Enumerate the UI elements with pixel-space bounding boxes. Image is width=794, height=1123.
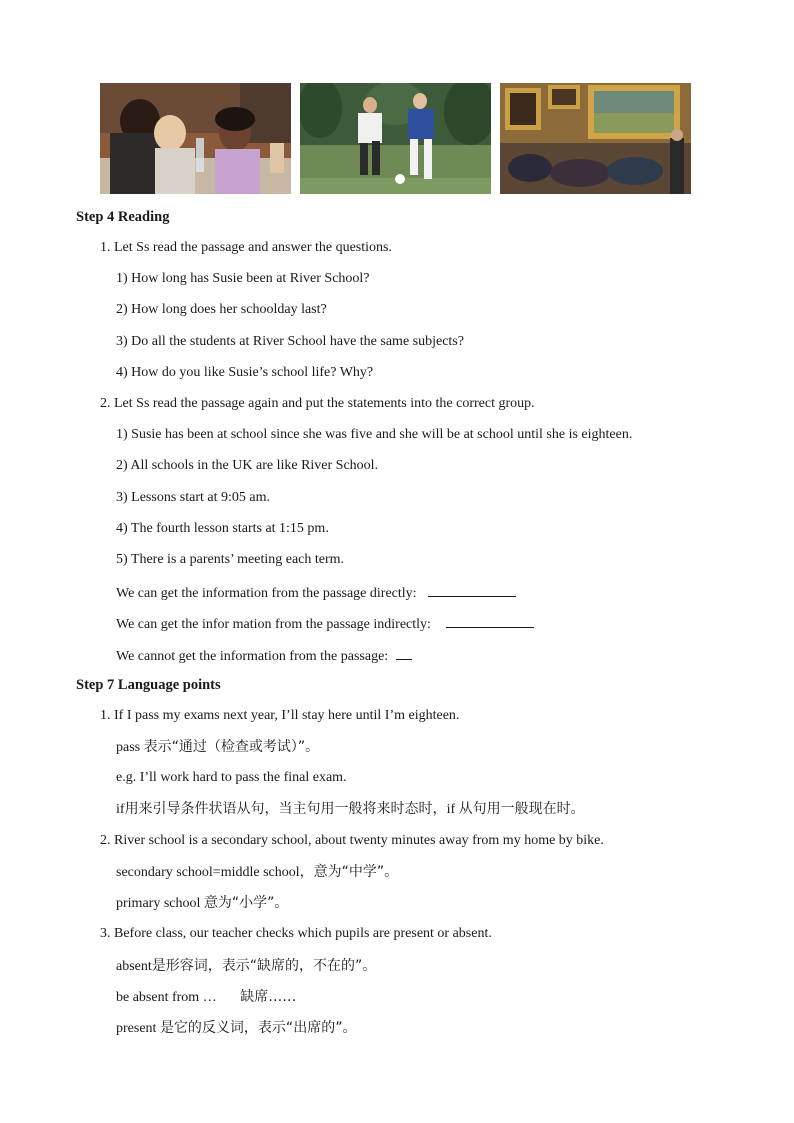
point3-phrase — [116, 989, 296, 1006]
question-2: 2) How long does her schoolday last? — [116, 302, 327, 317]
group-direct-label: We can get the information from the passage directly: — [116, 586, 417, 601]
football-photo — [300, 83, 491, 194]
statement-5: 5) There is a parents’ meeting each term. — [116, 552, 345, 567]
point3-note-en: absent — [116, 959, 152, 974]
point3-note3-zh: 是它的反义词，表示“出席的”。 — [159, 1020, 357, 1036]
point1-note-en: pass — [116, 740, 141, 755]
step4-item2: 2. Let Ss read the passage again and put the statements into the correct group. — [100, 396, 535, 411]
point2-note2-zh: 意为“小学”。 — [203, 895, 289, 911]
point2-note2 — [116, 895, 288, 912]
group-indirect — [116, 614, 534, 633]
point2-note-zh: ，意为“中学”。 — [299, 864, 399, 880]
question-3: 3) Do all the students at River School have the same subjects? — [116, 334, 464, 349]
question-4: 4) How do you like Susie’s school life? Why? — [116, 365, 374, 380]
point1-note2-en: if — [116, 802, 125, 817]
group-direct-blank[interactable] — [428, 583, 516, 597]
group-none-label: We cannot get the information from the passage: — [116, 649, 389, 664]
science-class-photo-art — [100, 83, 291, 194]
group-indirect-label: We can get the infor mation from the passage indirectly: — [116, 617, 431, 632]
point3-sentence: 3. Before class, our teacher checks which pupils are present or absent. — [100, 926, 492, 941]
step4-item1: 1. Let Ss read the passage and answer the questions. — [100, 240, 392, 255]
point1-note2-zh: 用来引导条件状语从句，当主句用一般将来时态时， — [124, 801, 447, 817]
group-direct — [116, 583, 516, 602]
statement-1: 1) Susie has been at school since she was five and she will be at school until she is eighteen. — [116, 427, 633, 442]
science-class-photo — [100, 83, 291, 194]
group-indirect-blank[interactable] — [446, 614, 534, 628]
point3-note3-en: present — [116, 1021, 157, 1036]
point2-note-en: secondary school=middle school — [116, 865, 300, 880]
point1-note-zh: 表示“通过（检查或考试）”。 — [143, 739, 320, 755]
photo-strip — [100, 83, 691, 194]
statement-3: 3) Lessons start at 9:05 am. — [116, 490, 270, 505]
museum-photo-art — [500, 83, 691, 194]
point3-note-zh: 是形容词，表示“缺席的，不在的”。 — [151, 958, 377, 974]
statement-2: 2) All schools in the UK are like River School. — [116, 458, 379, 473]
museum-photo — [500, 83, 691, 194]
point1-sentence: 1. If I pass my exams next year, I’ll stay here until I’m eighteen. — [100, 708, 460, 723]
football-photo-art — [300, 83, 491, 194]
step7-heading: Step 7 Language points — [76, 677, 221, 693]
point3-phrase-zh: 缺席…… — [240, 989, 297, 1005]
point3-note — [116, 958, 376, 975]
group-none — [116, 646, 412, 665]
step4-heading: Step 4 Reading — [76, 209, 170, 225]
question-1: 1) How long has Susie been at River School? — [116, 271, 370, 286]
group-none-blank[interactable] — [396, 646, 412, 660]
point1-note2 — [116, 801, 585, 818]
point3-phrase-en: be absent from … — [116, 990, 217, 1005]
point1-note — [116, 739, 319, 756]
point1-example: e.g. I’ll work hard to pass the final exam. — [116, 770, 347, 785]
point3-note3 — [116, 1020, 356, 1037]
point2-sentence: 2. River school is a secondary school, about twenty minutes away from my home by bike. — [100, 833, 604, 848]
point2-note — [116, 864, 398, 881]
point1-note2-en2: if — [446, 802, 456, 817]
statement-4: 4) The fourth lesson starts at 1:15 pm. — [116, 521, 329, 536]
point2-note2-en: primary school — [116, 896, 201, 911]
point1-note2-zh2: 从句用一般现在时。 — [458, 801, 585, 817]
